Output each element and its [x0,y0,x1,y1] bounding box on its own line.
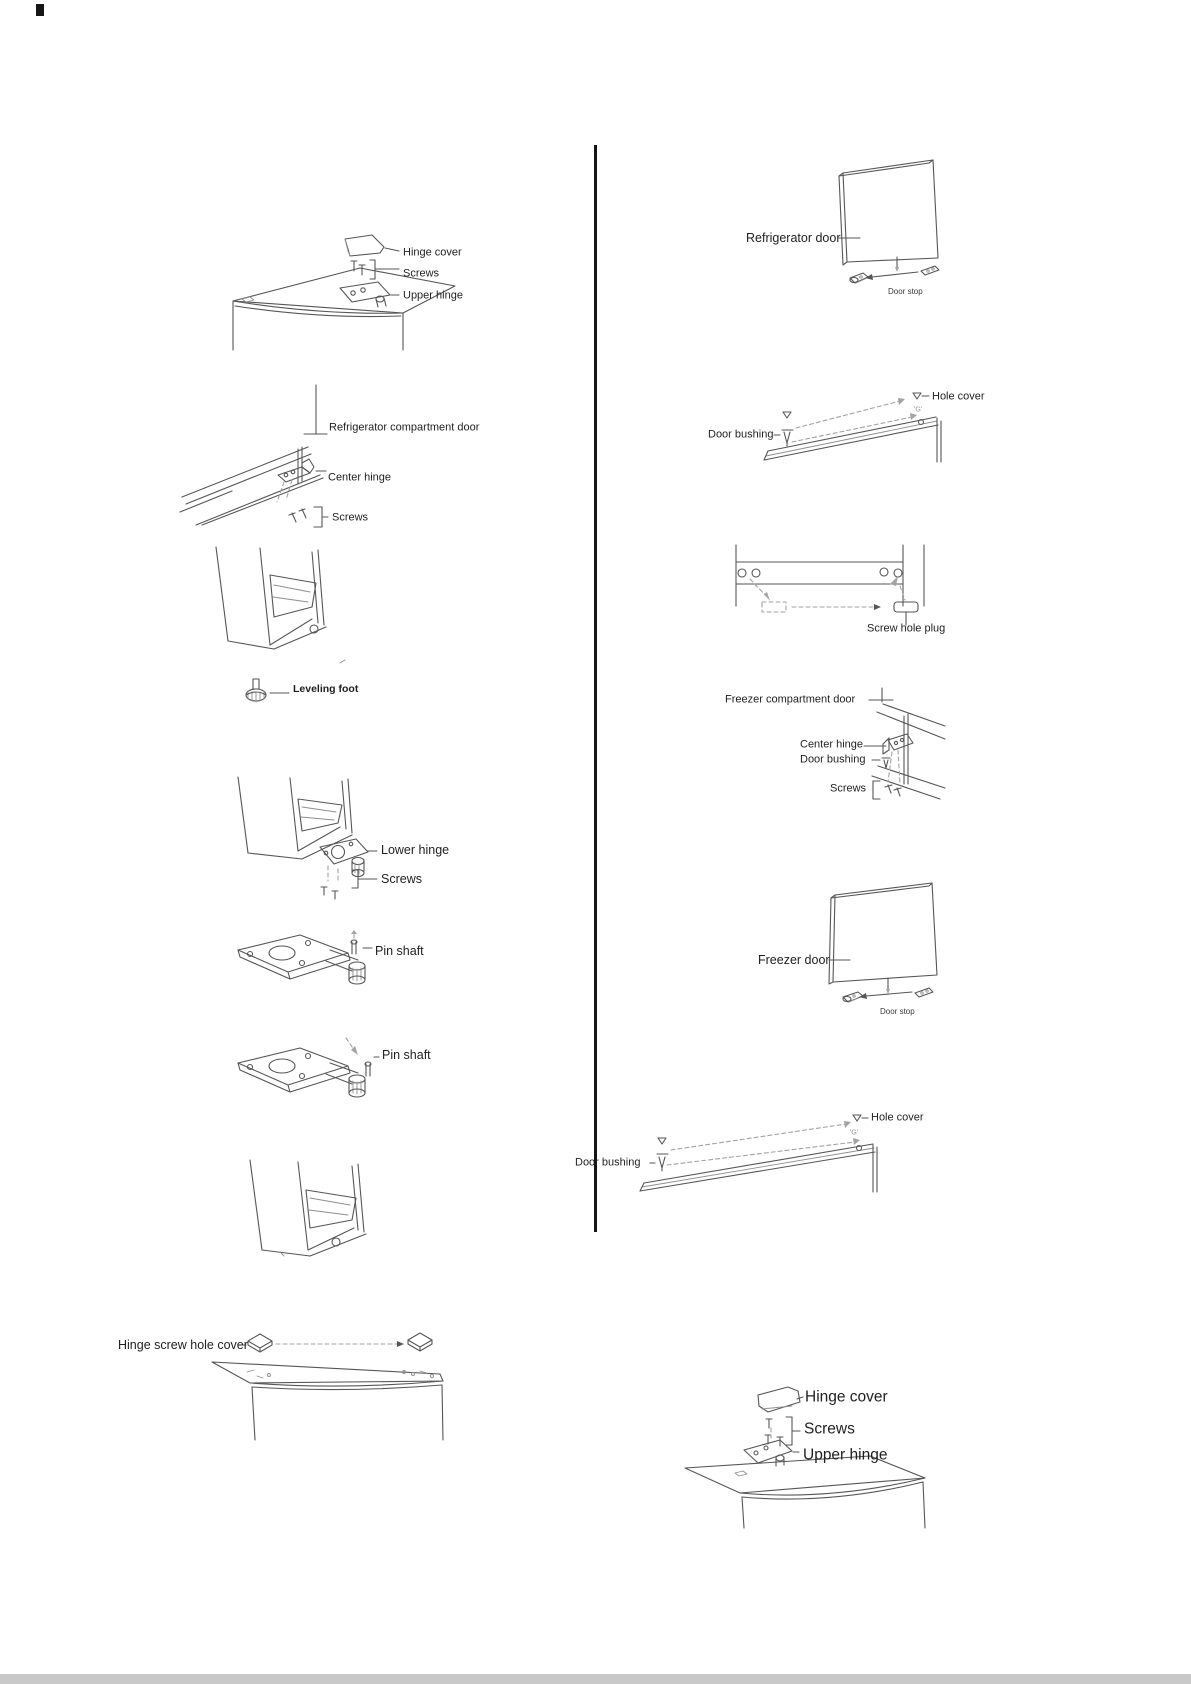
lower-hinge-label: Lower hinge [381,842,450,857]
upper-hinge-label: Upper hinge [403,289,463,302]
column-divider [594,145,597,1232]
refrigerator-door-top-drawing [648,358,948,463]
refrigerator-door-label: Refrigerator door [746,230,841,245]
pin-shaft-removal-drawing [230,930,480,1005]
leveling-foot-label: Leveling foot [293,682,359,695]
hole-position-mark: 'G' [914,406,923,414]
screws-label: Screws [332,511,369,524]
page-footer-bar [0,1674,1191,1684]
fig-freezer-center-hinge [662,688,947,803]
lower-hinge-removal-drawing [210,725,470,905]
upper-hinge-label: Upper hinge [803,1446,888,1464]
pin-shaft-transfer-drawing [230,1038,480,1113]
center-hinge-label: Center hinge [328,471,391,484]
refrigerator-door-drawing [675,140,945,300]
center-hinge-removal-drawing [180,385,470,525]
fig-pin-shaft-transfer [230,1038,480,1113]
page-artifact-mark [36,4,44,16]
door-bushing-label: Door bushing [708,428,774,441]
hole-position-mark: 'G' [850,1129,859,1137]
fig-refrigerator-door-top [648,358,985,463]
fig-center-hinge-removal [180,385,480,525]
hole-cover-label: Hole cover [871,1111,924,1124]
screws-label: Screws [804,1420,855,1438]
fig-screw-hole-plug [672,538,957,638]
hinge-screw-hole-cover-label: Hinge screw hole cover [118,1337,248,1352]
screws-label: Screws [830,782,867,795]
fig-freezer-door [678,865,943,1020]
hinge-cover-label: Hinge cover [805,1388,888,1406]
pin-shaft-label: Pin shaft [375,943,424,958]
upper-hinge-install-drawing [640,1378,960,1528]
fig-leveling-foot [190,545,480,715]
freezer-door-drawing [678,865,943,1020]
fig-cabinet-bottom [240,1150,400,1270]
fig-lower-hinge-removal [210,725,470,905]
door-stop-label: Door stop [880,1007,915,1016]
refrigerator-compartment-door-label: Refrigerator compartment door [329,421,480,434]
fig-upper-hinge-install [640,1378,960,1528]
freezer-compartment-door-label: Freezer compartment door [725,693,856,706]
freezer-door-label: Freezer door [758,952,830,967]
door-bushing-label: Door bushing [800,753,866,766]
screws-label: Screws [381,871,422,886]
fig-pin-shaft-removal [230,930,480,1005]
cabinet-bottom-drawing [240,1150,400,1270]
door-stop-label: Door stop [888,287,923,296]
fig-hinge-screw-hole-cover [95,1330,445,1440]
hinge-cover-label: Hinge cover [403,246,462,259]
center-hinge-label: Center hinge [800,738,863,751]
fig-freezer-door-top [565,1088,940,1193]
fig-upper-hinge-removal [200,235,463,350]
freezer-door-top-drawing [565,1088,940,1193]
screw-hole-plug-label: Screw hole plug [867,622,946,635]
pin-shaft-label: Pin shaft [382,1047,431,1062]
door-bushing-label: Door bushing [575,1156,641,1169]
hole-cover-label: Hole cover [932,390,985,403]
fig-refrigerator-door [675,140,945,300]
screws-label: Screws [403,267,440,280]
